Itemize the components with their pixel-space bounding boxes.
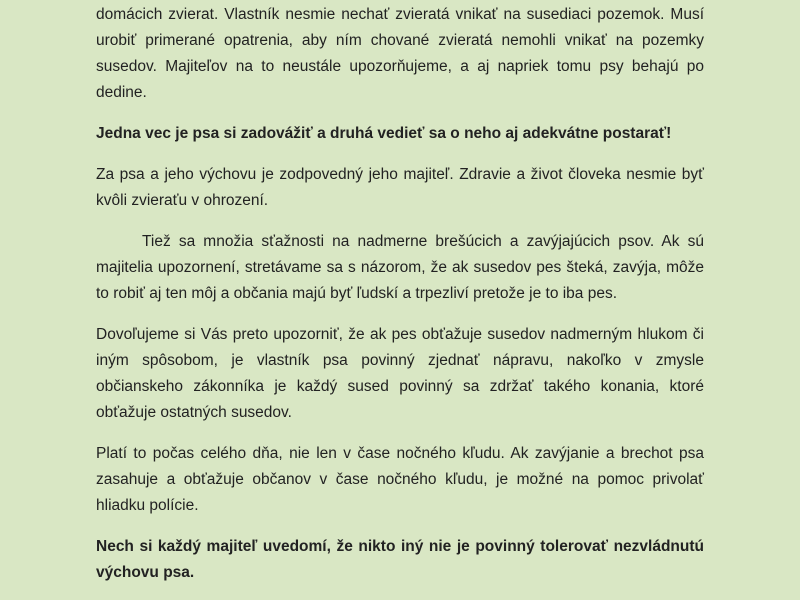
paragraph-owner-responsibility: Za psa a jeho výchovu je zodpovedný jeho majiteľ. Zdravie a život človeka nesmie byť kvôli zvieraťu v ohrození. xyxy=(96,166,704,209)
paragraph-barking-complaints: Tiež sa množia sťažnosti na nadmerne brešúcich a zavýjajúcich psov. Ak sú majitelia upozornení, stretávame sa s názorom, že ak susedov pes šteká, zavýja, môže to robiť aj ten môj a občania majú byť ľudskí a trpezliví pretože je to iba pes. xyxy=(96,233,704,302)
paragraph-animals-intrusion: domácich zvierat. Vlastník nesmie nechať zvieratá vnikať na susediaci pozemok. Musí urobiť primerané opatrenia, aby ním chované zvieratá nemohli vnikať na pozemky susedov. Majiteľov na to neustále upozorňujeme, a aj napriek tomu psy behajú po dedine. xyxy=(96,6,704,101)
paragraph-night-quiet: Platí to počas celého dňa, nie len v čase nočného kľudu. Ak zavýjanie a brechot psa zasahuje a obťažuje občanov v čase nočného kľudu, je možné na pomoc privolať hliadku polície. xyxy=(96,445,704,514)
paragraph-final-bold: Nech si každý majiteľ uvedomí, že nikto iný nie je povinný tolerovať nezvládnutú výchovu psa. xyxy=(96,538,704,581)
document-body xyxy=(96,2,704,586)
paragraph-legal-notice: Dovoľujeme si Vás preto upozorniť, že ak pes obťažuje susedov nadmerným hlukom či iným spôsobom, je vlastník psa povinný zjednať nápravu, nakoľko v zmysle občianskeho zákonníka je každý sused povinný sa zdržať takého konania, ktoré obťažuje ostatných susedov. xyxy=(96,326,704,421)
paragraph-bold-statement: Jedna vec je psa si zadovážiť a druhá vedieť sa o neho aj adekvátne postarať! xyxy=(96,125,672,142)
